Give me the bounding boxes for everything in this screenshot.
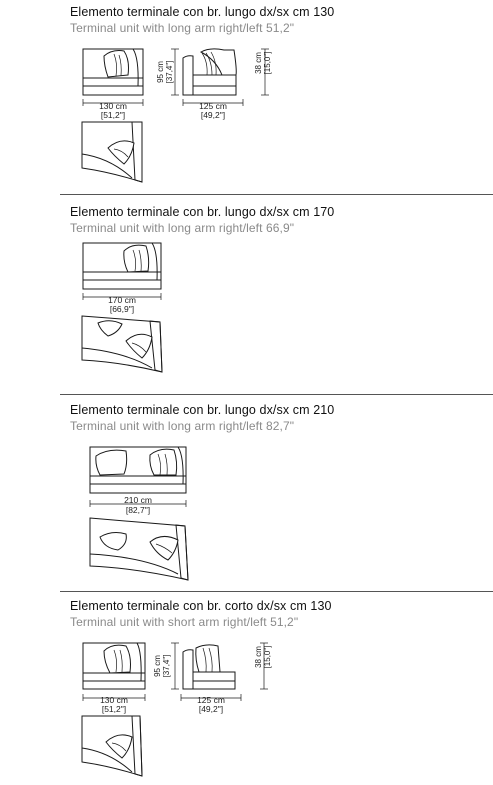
section-4-seat-height-cm: 38 cm [254,646,263,668]
section-divider-2 [60,394,493,395]
section-2-front-view [83,243,161,289]
section-2-front-width-in: [66,9"] [109,304,135,314]
section-4-subtitle: Terminal unit with short arm right/left 51,2" [70,615,299,629]
section-1-seat-height-in: [15,0"] [263,51,272,75]
section-4-title: Elemento terminale con br. corto dx/sx cm 130 [70,599,332,613]
section-1-side-depth-in: [49,2"] [200,110,226,120]
section-2-plan-view [82,316,162,372]
section-2-front-width-dimension [83,293,161,314]
section-3-front-view [90,447,186,493]
section-1-front-width-cm: 130 cm [99,101,127,111]
section-3-subtitle: Terminal unit with long arm right/left 82,7" [70,419,295,433]
section-1-subtitle: Terminal unit with long arm right/left 51,2" [70,21,295,35]
section-1-height-cm: 95 cm [156,61,165,83]
section-1-side-view [183,49,236,95]
section-1-height-in: [37,4"] [165,60,174,84]
section-4-side-depth-dimension [181,694,241,714]
section-4-seat-height-dimension [254,643,272,689]
section-3-front-width-dimension [90,495,186,515]
section-1-plan-view [82,122,142,182]
section-1-title: Elemento terminale con br. lungo dx/sx cm 130 [70,5,335,19]
section-4-front-width-dimension [83,694,145,714]
section-1-side-depth-cm: 125 cm [199,101,227,111]
section-1-height-dimension [156,49,179,95]
section-1-front-view [83,49,143,95]
section-3-front-width-in: [82,7"] [125,505,151,515]
section-2-title: Elemento terminale con br. lungo dx/sx cm 170 [70,205,335,219]
section-4-height-in: [37,4"] [162,654,171,678]
section-2-front-width-cm: 170 cm [108,295,136,305]
section-4-plan-view [82,716,142,776]
section-divider-1 [60,194,493,195]
section-1-front-width-in: [51,2"] [100,110,126,120]
section-4-side-depth-in: [49,2"] [198,704,224,714]
section-4-front-view [83,643,145,689]
section-divider-3 [60,591,493,592]
section-4-seat-height-in: [15,0"] [263,645,272,669]
section-3-title: Elemento terminale con br. lungo dx/sx cm 210 [70,403,335,417]
section-4-side-view [183,645,235,689]
section-2-subtitle: Terminal unit with long arm right/left 66,9" [70,221,295,235]
section-1-side-depth-dimension [183,99,243,120]
section-4-height-cm: 95 cm [153,655,162,677]
section-1-front-width-dimension [83,99,143,120]
section-1-seat-height-cm: 38 cm [254,52,263,74]
section-4-side-depth-cm: 125 cm [197,695,225,705]
section-4-front-width-cm: 130 cm [100,695,128,705]
section-4-height-dimension [153,643,179,689]
section-1-seat-height-dimension [254,49,272,95]
section-3-front-width-cm: 210 cm [124,495,152,505]
section-4-front-width-in: [51,2"] [101,704,127,714]
section-3-plan-view [90,518,188,580]
